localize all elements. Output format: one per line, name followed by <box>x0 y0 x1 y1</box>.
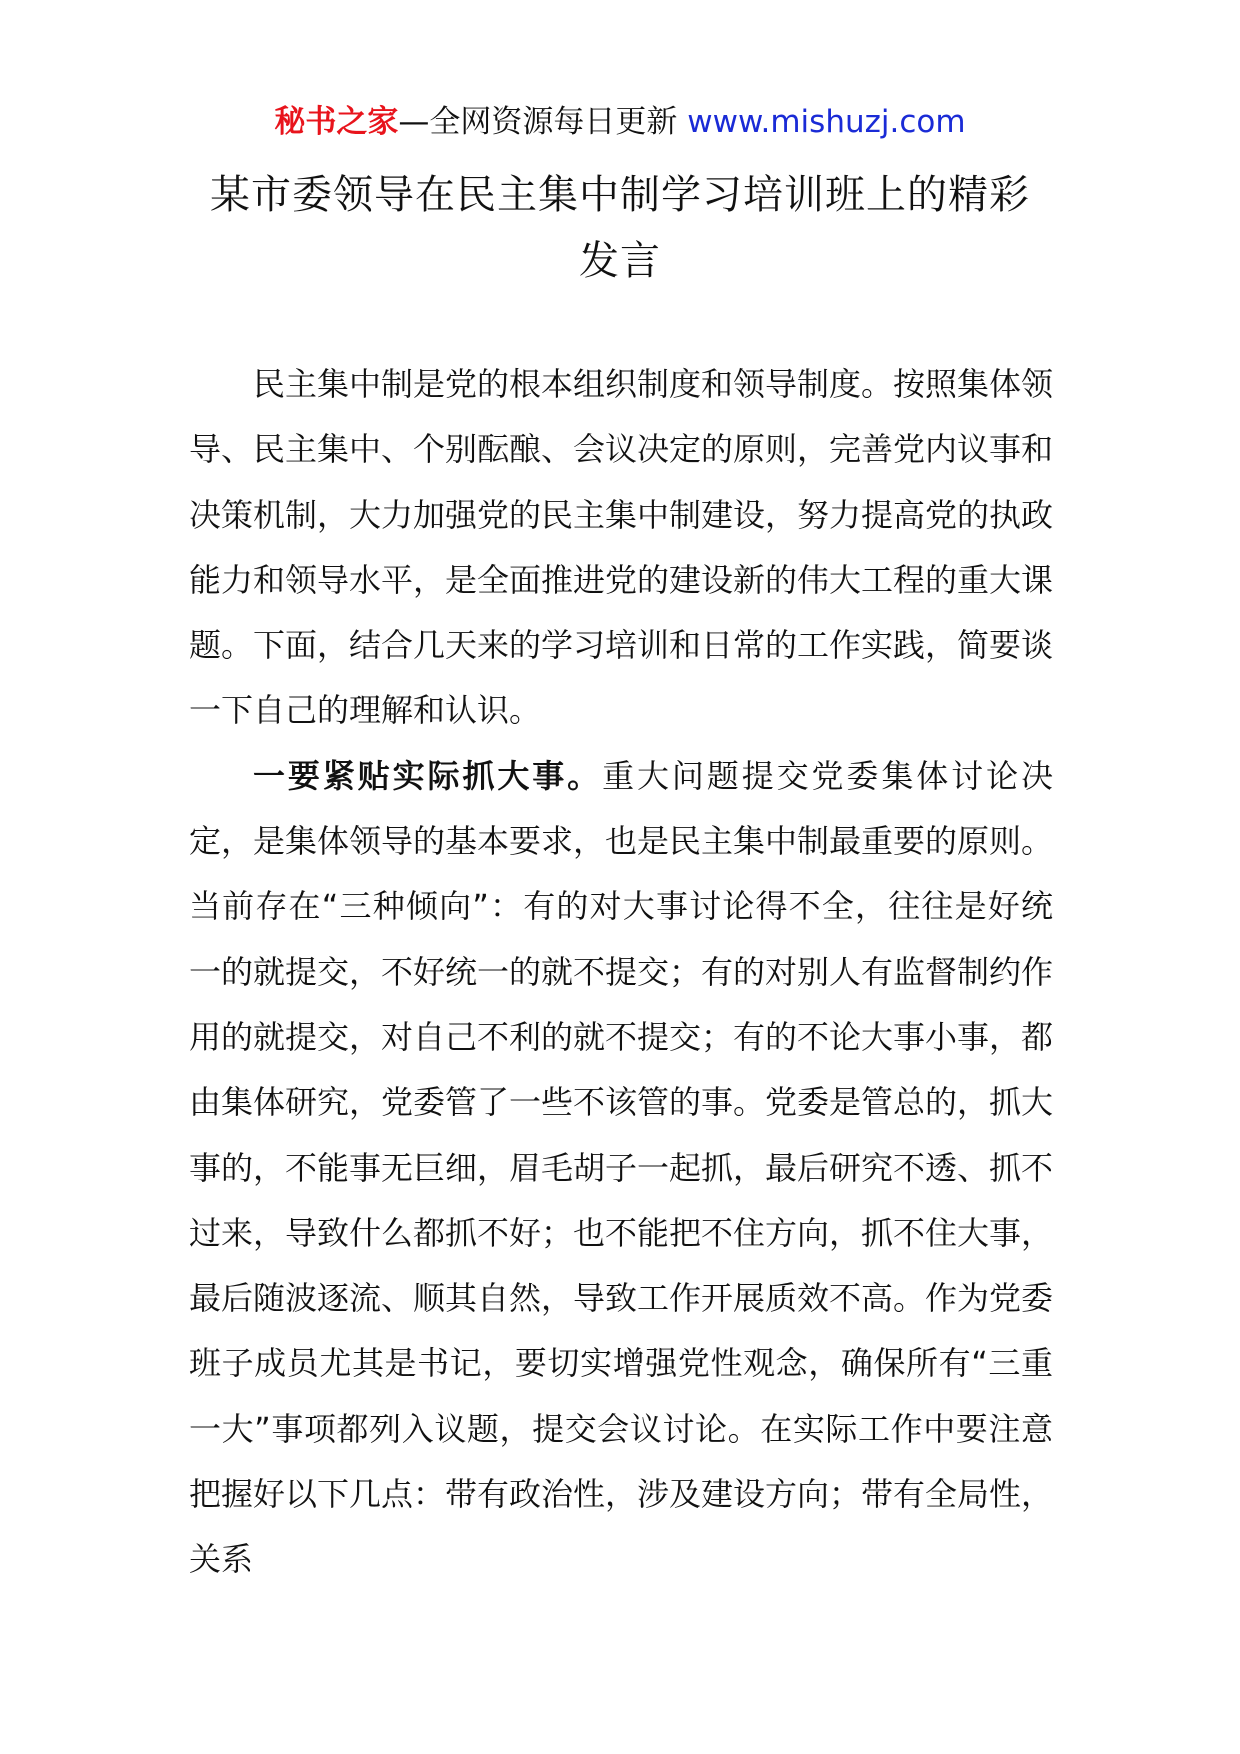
paragraph-text: 重大问题提交党委集体讨论决定，是集体领导的基本要求，也是民主集中制最重要的原则。当前存在“三种倾向”：有的对大事讨论得不全，往往是好统一的就提交，不好统一的就不提交；有的对别人有监督制约作用的就提交，对自己不利的就不提交；有的不论大事小事，都由集体研究，党委管了一些不该管的事。党委是管总的，抓大事的，不能事无巨细，眉毛胡子一起抓，最后研究不透、抓不过来，导致什么都抓不好；也不能把不住方向，抓不住大事，最后随波逐流、顺其自然，导致工作开展质效不高。作为党委班子成员尤其是书记，要切实增强党性观念，确保所有“三重一大”事项都列入议题，提交会议讨论。在实际工作中要注意把握好以下几点：带有政治性，涉及建设方向；带有全局性，关系 <box>189 756 1054 1579</box>
document-title: 某市委领导在民主集中制学习培训班上的精彩发言 <box>210 172 1030 284</box>
paragraph-lead: 一要紧贴实际抓大事。 <box>253 756 603 795</box>
paragraph-text: 民主集中制是党的根本组织制度和领导制度。按照集体领导、民主集中、个别酝酿、会议决定的原则，完善党内议事和决策机制，大力加强党的民主集中制建设，努力提高党的执政能力和领导水平，是全面推进党的建设新的伟大工程的重大课题。下面，结合几天来的学习培训和日常的工作实践，简要谈一下自己的理解和认识。 <box>189 365 1054 730</box>
document-body <box>189 352 1053 1593</box>
site-url-link[interactable]: www.mishuzj.com <box>687 104 966 140</box>
site-header <box>0 100 1240 144</box>
paragraph <box>189 744 1053 1593</box>
site-brand: 秘书之家 <box>274 104 399 140</box>
paragraph <box>189 352 1053 744</box>
site-tagline: —全网资源每日更新 <box>398 104 678 140</box>
